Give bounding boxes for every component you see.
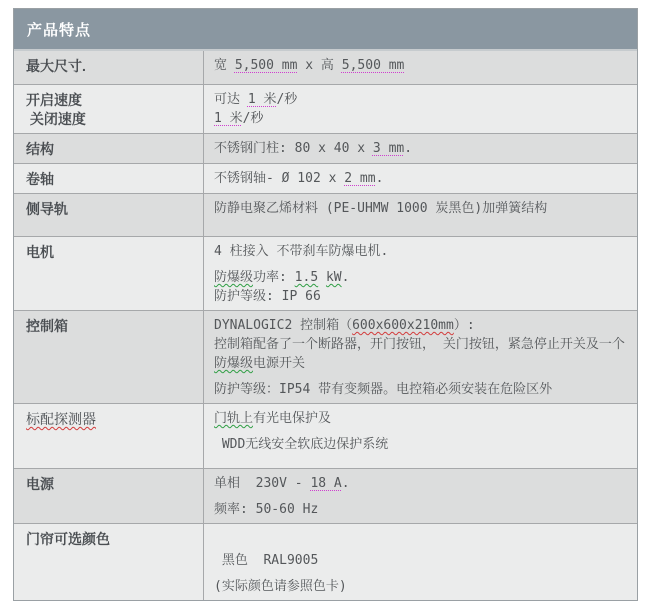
text-line <box>214 551 629 570</box>
text-line <box>214 380 629 399</box>
text-line <box>26 91 197 110</box>
table-header <box>14 9 637 51</box>
text-segment: 频率: 50-60 Hz <box>214 502 319 517</box>
row-value <box>204 404 637 468</box>
text-segment: /秒 <box>242 111 264 126</box>
spellcheck-marked-text: kW <box>325 270 342 285</box>
row-value <box>204 51 637 84</box>
text-line <box>26 140 197 159</box>
text-line <box>26 200 197 219</box>
text-segment: 可达 <box>214 92 248 107</box>
text-line <box>26 170 197 189</box>
text-segment: 宽 <box>214 58 235 73</box>
row-value <box>204 85 637 133</box>
text-line <box>214 577 629 596</box>
row-value <box>204 524 637 600</box>
spellcheck-marked-text: 5,500 mm <box>234 58 298 73</box>
text-line <box>26 243 197 262</box>
spellcheck-marked-text: 防爆级 <box>214 356 254 371</box>
row-value <box>204 311 637 403</box>
spellcheck-marked-text: 1 米 <box>247 92 277 107</box>
table-row <box>14 51 637 84</box>
row-value <box>204 194 637 236</box>
row-label <box>14 237 204 310</box>
text-segment: 电源 <box>26 476 54 492</box>
row-label <box>14 164 204 193</box>
text-segment: 关闭速度 <box>26 111 86 127</box>
table-row <box>14 468 637 523</box>
text-segment: 卷轴 <box>26 171 54 187</box>
text-line <box>26 475 197 494</box>
spec-table-body <box>14 51 637 600</box>
text-line <box>214 242 629 261</box>
spellcheck-marked-text: 门轨上 <box>214 411 254 426</box>
text-segment: 防护等级: IP 66 <box>214 289 321 304</box>
text-segment: (实际颜色请参照色卡) <box>214 579 347 594</box>
spellcheck-marked-text: 18 A <box>310 476 342 491</box>
text-segment: x 高 <box>297 58 342 73</box>
text-segment: 控制箱配备了一个断路器，开门按钮， 关门按钮，紧急停止开关及一个 <box>214 337 625 352</box>
text-segment: 侧导轨 <box>26 201 68 217</box>
spellcheck-marked-text: 5,500 mm <box>341 58 405 73</box>
row-label <box>14 524 204 600</box>
text-line <box>214 109 629 128</box>
text-segment: /秒 <box>276 92 298 107</box>
spellcheck-marked-text: 2 mm <box>344 171 376 186</box>
text-segment: 电机 <box>26 244 54 260</box>
text-segment: 结构 <box>26 141 54 157</box>
text-line <box>214 56 629 75</box>
spellcheck-marked-text: 1 米 <box>214 111 243 126</box>
text-line <box>214 199 629 218</box>
text-line <box>26 110 197 129</box>
text-line <box>214 335 629 373</box>
text-line <box>214 268 629 287</box>
table-row <box>14 193 637 236</box>
text-segment: 黑色 RAL9005 <box>214 553 319 568</box>
text-segment <box>318 270 326 285</box>
text-line <box>214 500 629 519</box>
text-line <box>214 435 629 454</box>
text-segment: WDD无线安全软底边保护系统 <box>214 437 389 452</box>
text-line <box>214 316 629 335</box>
text-segment: 防静电聚乙烯材料 (PE-UHMW 1000 炭黑色)加弹簧结构 <box>214 201 548 216</box>
row-value <box>204 164 637 193</box>
text-line <box>214 90 629 109</box>
row-label <box>14 194 204 236</box>
text-line <box>26 57 197 76</box>
text-line <box>26 410 197 429</box>
text-line <box>214 169 629 188</box>
text-segment: 不锈钢轴- Ø 102 x <box>214 171 345 186</box>
text-segment: 有光电保护及 <box>253 411 332 426</box>
spellcheck-marked-text: 600x600x210mm <box>352 318 454 333</box>
text-line <box>214 474 629 493</box>
text-segment: 电源开关 <box>253 356 306 371</box>
table-row <box>14 403 637 468</box>
text-segment: 防护等级：IP54 带有变频器。电控箱必须安装在危险区外 <box>214 382 553 397</box>
row-label <box>14 404 204 468</box>
text-segment: 功率: <box>253 270 295 285</box>
text-segment: 不锈钢门柱: 80 x 40 x <box>214 141 373 156</box>
text-segment: ）: <box>453 318 475 333</box>
text-line <box>26 317 197 336</box>
row-label <box>14 85 204 133</box>
row-label <box>14 311 204 403</box>
spellcheck-marked-text: 3 mm <box>372 141 405 156</box>
text-segment: 最大尺寸. <box>26 58 86 74</box>
text-segment: . <box>375 171 384 186</box>
table-row <box>14 133 637 163</box>
row-value <box>204 134 637 163</box>
table-row <box>14 310 637 403</box>
table-row <box>14 523 637 600</box>
row-label <box>14 469 204 523</box>
table-row <box>14 236 637 310</box>
text-segment: . <box>341 476 350 491</box>
text-segment: 控制箱 <box>26 318 68 334</box>
text-line <box>214 287 629 306</box>
row-label <box>14 51 204 84</box>
text-segment: 门帘可选颜色 <box>26 531 110 547</box>
text-segment: . <box>341 270 350 285</box>
text-segment: DYNALOGIC2 控制箱（ <box>214 318 353 333</box>
row-value <box>204 469 637 523</box>
text-segment: 单相 230V - <box>214 476 311 491</box>
text-segment: . <box>404 141 413 156</box>
spellcheck-marked-text: 防爆级 <box>214 270 254 285</box>
text-segment: 4 柱接入 不带刹车防爆电机. <box>214 244 389 259</box>
spellcheck-marked-text: 1.5 <box>294 270 319 285</box>
product-spec-table <box>13 8 638 601</box>
table-row <box>14 163 637 193</box>
table-title: 产品特点 <box>27 21 92 39</box>
row-value <box>204 237 637 310</box>
table-row <box>14 84 637 133</box>
row-label <box>14 134 204 163</box>
text-line <box>214 139 629 158</box>
text-line <box>26 530 197 549</box>
spellcheck-marked-text: 标配探测器 <box>26 411 96 427</box>
text-segment: 开启速度 <box>26 92 82 108</box>
text-line <box>214 409 629 428</box>
